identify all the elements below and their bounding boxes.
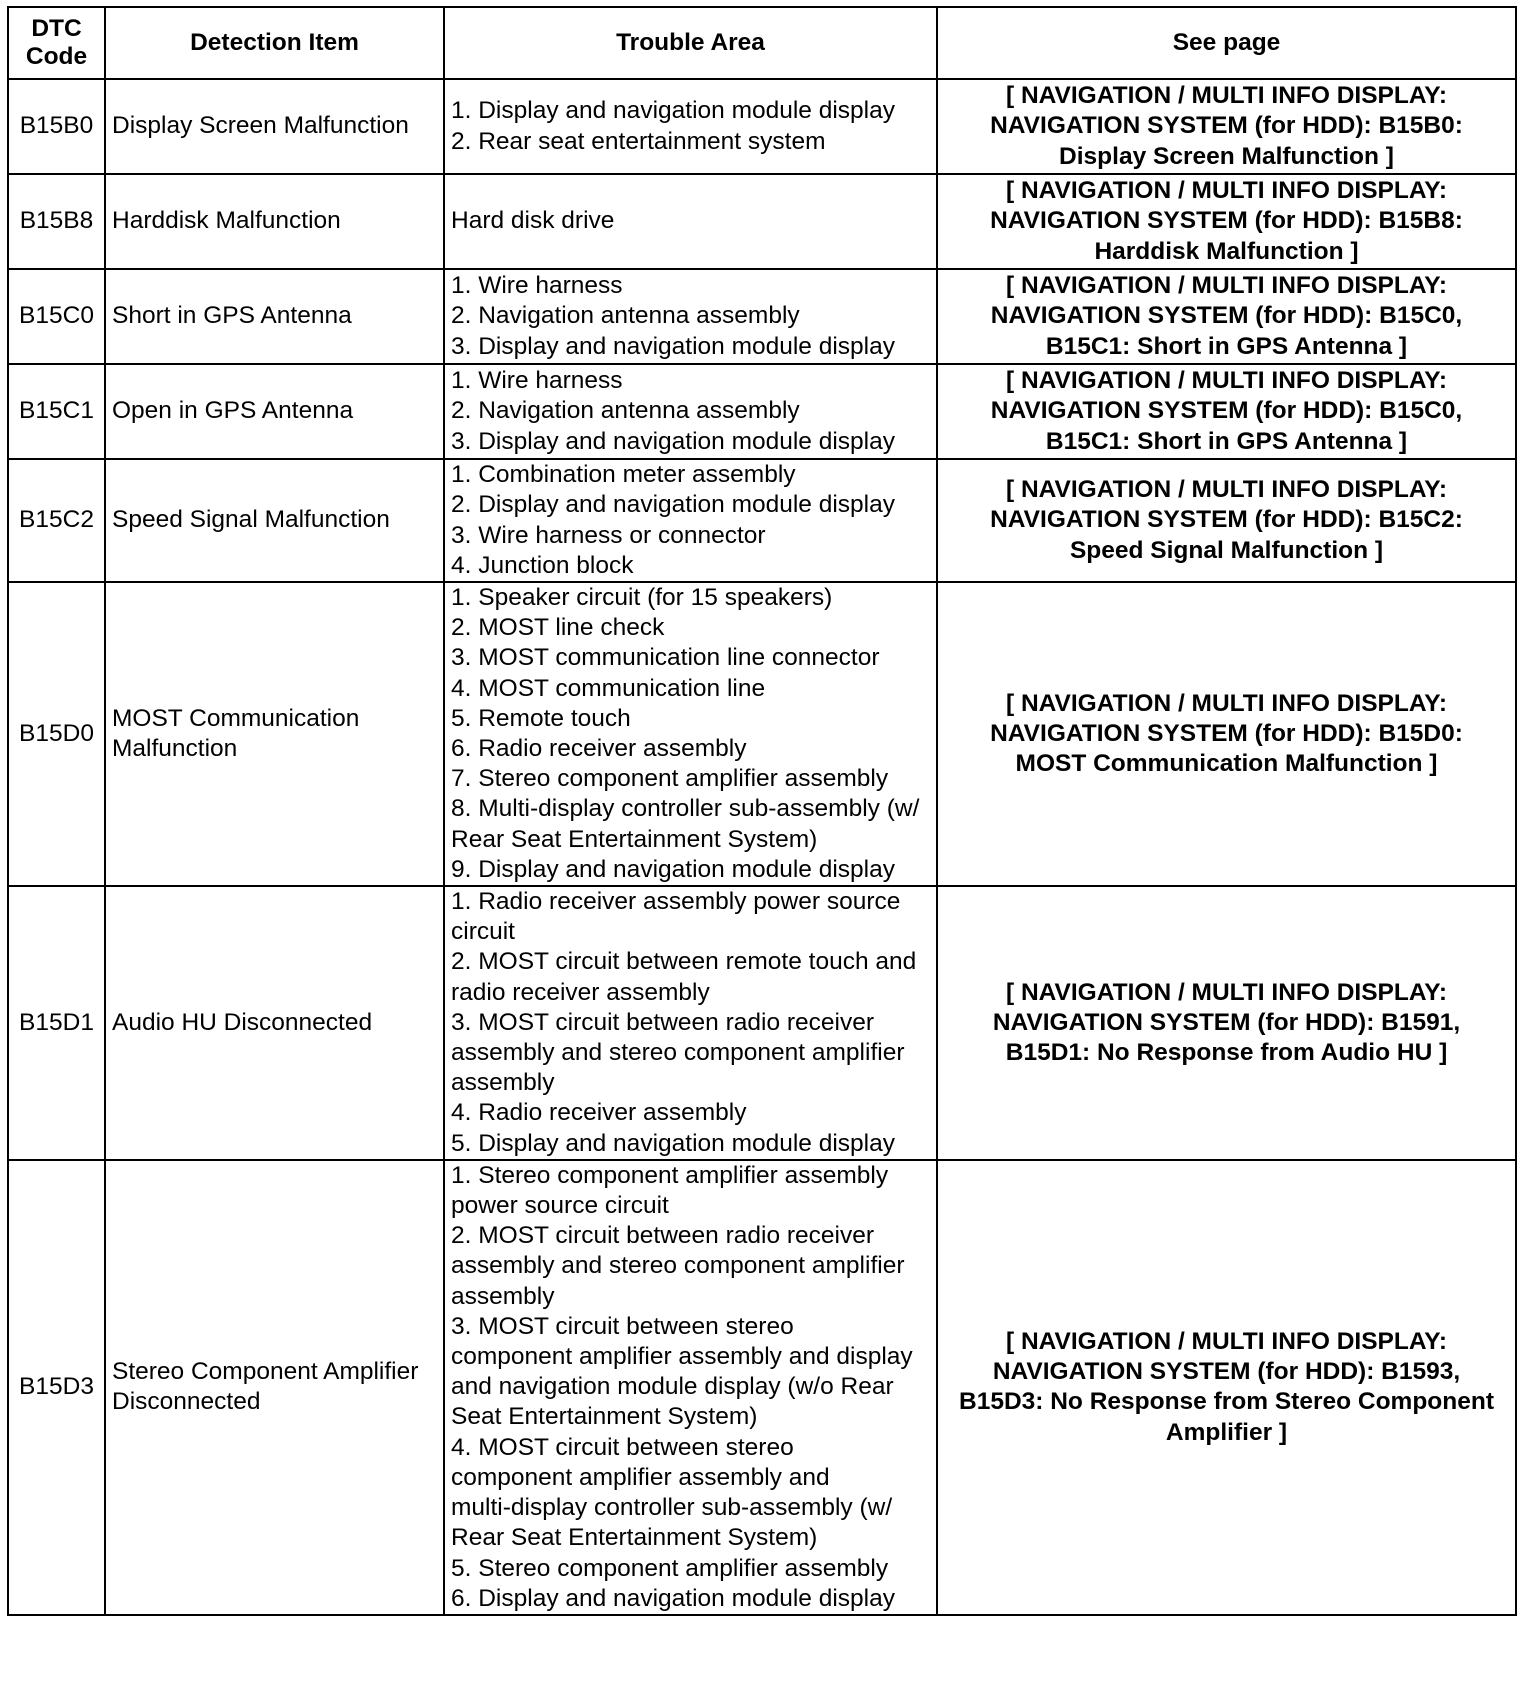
see-page-reference-line: NAVIGATION SYSTEM (for HDD): B1593, [992, 1358, 1461, 1386]
see-page-reference-line: NAVIGATION SYSTEM (for HDD): B15C0, [990, 397, 1463, 425]
detection-item-cell [105, 79, 444, 174]
trouble-area-line: 1. Combination meter assembly [451, 461, 796, 489]
trouble-area-cell [444, 364, 937, 459]
dtc-code-cell: B15C1 [8, 364, 105, 459]
trouble-area-line: 2. Navigation antenna assembly [451, 397, 800, 425]
see-page-reference-line: B15C1: Short in GPS Antenna ] [1045, 332, 1408, 360]
header-dtc-code-line: DTC [31, 15, 82, 42]
dtc-table [7, 6, 1517, 1616]
header-dtc-code [8, 7, 105, 79]
table-row [8, 1160, 1516, 1615]
trouble-area-cell [444, 459, 937, 582]
trouble-area-cell [444, 79, 937, 174]
trouble-area-line: Hard disk drive [451, 207, 615, 235]
trouble-area-line: 2. Rear seat entertainment system [451, 127, 826, 155]
trouble-area-line: 1. Speaker circuit (for 15 speakers) [451, 584, 833, 611]
detection-item-line: Audio HU Disconnected [112, 1008, 373, 1036]
see-page-reference-line: [ NAVIGATION / MULTI INFO DISPLAY: [1006, 1327, 1447, 1355]
trouble-area-line: 4. Radio receiver assembly [451, 1099, 747, 1127]
see-page-reference-line: NAVIGATION SYSTEM (for HDD): B15C2: [990, 506, 1463, 534]
see-page-reference-line: B15D1: No Response from Audio HU ] [1005, 1039, 1448, 1067]
see-page-reference-line: MOST Communication Malfunction ] [1015, 750, 1438, 778]
trouble-area-cell [444, 1160, 937, 1615]
see-page-reference-line: NAVIGATION SYSTEM (for HDD): B1591, [992, 1008, 1461, 1036]
trouble-area-line: 4. MOST communication line [451, 674, 766, 702]
see-page-reference-cell [937, 459, 1516, 582]
trouble-area-line: 6. Radio receiver assembly [451, 735, 747, 763]
see-page-reference-line: B15D3: No Response from Stereo Component [959, 1388, 1494, 1416]
trouble-area-cell [444, 886, 937, 1160]
trouble-area-line: 1. Display and navigation module display [451, 97, 895, 125]
header-trouble-area: Trouble Area [444, 7, 937, 79]
detection-item-line: Stereo Component Amplifier [112, 1358, 419, 1386]
trouble-area-cell [444, 174, 937, 269]
detection-item-cell [105, 459, 444, 582]
trouble-area-line: assembly [451, 1069, 555, 1097]
trouble-area-line: 2. MOST circuit between radio receiver [451, 1222, 875, 1250]
see-page-reference-line: Amplifier ] [1165, 1418, 1288, 1446]
trouble-area-line: 4. Junction block [451, 551, 634, 579]
detection-item-cell [105, 886, 444, 1160]
trouble-area-line: 3. MOST circuit between stereo [451, 1312, 794, 1340]
dtc-code-cell: B15C2 [8, 459, 105, 582]
detection-item-line: MOST Communication [112, 704, 360, 732]
see-page-reference-line: [ NAVIGATION / MULTI INFO DISPLAY: [1006, 689, 1447, 717]
trouble-area-line: assembly and stereo component amplifier [451, 1252, 905, 1280]
trouble-area-line: 5. Remote touch [451, 704, 631, 732]
trouble-area-line: component amplifier assembly and [451, 1463, 830, 1491]
trouble-area-line: 1. Wire harness [451, 272, 623, 300]
trouble-area-line: assembly [451, 1282, 555, 1310]
detection-item-line: Malfunction [112, 735, 238, 763]
table-row [8, 269, 1516, 364]
trouble-area-line: 5. Stereo component amplifier assembly [451, 1554, 889, 1582]
trouble-area-line: 2. MOST line check [451, 614, 665, 642]
trouble-area-line: 2. Display and navigation module display [451, 491, 895, 519]
see-page-reference-cell [937, 1160, 1516, 1615]
trouble-area-line: 3. Wire harness or connector [451, 521, 766, 549]
detection-item-line: Display Screen Malfunction [112, 112, 409, 140]
see-page-reference-line: Display Screen Malfunction ] [1059, 142, 1394, 170]
dtc-code-cell: B15C0 [8, 269, 105, 364]
trouble-area-line: 3. MOST circuit between radio receiver [451, 1008, 875, 1036]
trouble-area-line: 3. Display and navigation module display [451, 332, 895, 360]
see-page-reference-line: [ NAVIGATION / MULTI INFO DISPLAY: [1006, 367, 1447, 395]
trouble-area-line: circuit [451, 918, 515, 946]
trouble-area-line: 6. Display and navigation module display [451, 1584, 895, 1612]
see-page-reference-line: NAVIGATION SYSTEM (for HDD): B15C0, [990, 302, 1463, 330]
trouble-area-line: and navigation module display (w/o Rear [451, 1373, 894, 1401]
see-page-reference-line: [ NAVIGATION / MULTI INFO DISPLAY: [1006, 82, 1447, 110]
detection-item-cell [105, 582, 444, 886]
see-page-reference-line: B15C1: Short in GPS Antenna ] [1045, 427, 1408, 455]
header-see-page: See page [937, 7, 1516, 79]
header-row [8, 7, 1516, 79]
see-page-reference-line: [ NAVIGATION / MULTI INFO DISPLAY: [1006, 177, 1447, 205]
detection-item-line: Short in GPS Antenna [112, 302, 352, 330]
trouble-area-line: Seat Entertainment System) [451, 1403, 758, 1431]
trouble-area-line: 2. MOST circuit between remote touch and [451, 948, 917, 976]
trouble-area-line: Rear Seat Entertainment System) [451, 1524, 818, 1552]
header-detection-item: Detection Item [105, 7, 444, 79]
trouble-area-line: 1. Stereo component amplifier assembly [451, 1161, 889, 1189]
see-page-reference-line: [ NAVIGATION / MULTI INFO DISPLAY: [1006, 476, 1447, 504]
detection-item-cell [105, 269, 444, 364]
table-row [8, 886, 1516, 1160]
detection-item-line: Harddisk Malfunction [112, 207, 341, 235]
trouble-area-line: radio receiver assembly [451, 978, 710, 1006]
see-page-reference-line: [ NAVIGATION / MULTI INFO DISPLAY: [1006, 978, 1447, 1006]
see-page-reference-cell [937, 269, 1516, 364]
trouble-area-line: 3. Display and navigation module display [451, 427, 895, 455]
detection-item-cell [105, 1160, 444, 1615]
trouble-area-line: 1. Wire harness [451, 367, 623, 395]
see-page-reference-cell [937, 364, 1516, 459]
table-row [8, 582, 1516, 886]
detection-item-line: Speed Signal Malfunction [112, 506, 390, 534]
trouble-area-line: 9. Display and navigation module display [451, 855, 895, 883]
trouble-area-cell [444, 269, 937, 364]
see-page-reference-cell [937, 582, 1516, 886]
see-page-reference-line: NAVIGATION SYSTEM (for HDD): B15D0: [990, 719, 1463, 747]
dtc-code-cell: B15D0 [8, 582, 105, 886]
see-page-reference-line: Harddisk Malfunction ] [1094, 237, 1359, 265]
detection-item-cell [105, 364, 444, 459]
see-page-reference-cell [937, 174, 1516, 269]
header-dtc-code-line: Code [25, 43, 88, 70]
table-row [8, 459, 1516, 582]
detection-item-cell [105, 174, 444, 269]
table-body [8, 79, 1516, 1615]
dtc-code-cell: B15D1 [8, 886, 105, 1160]
trouble-area-line: assembly and stereo component amplifier [451, 1039, 905, 1067]
trouble-area-line: component amplifier assembly and display [451, 1343, 913, 1371]
detection-item-line: Open in GPS Antenna [112, 397, 354, 425]
trouble-area-line: 8. Multi-display controller sub-assembly (w/ [451, 795, 920, 823]
see-page-reference-cell [937, 886, 1516, 1160]
table-row [8, 174, 1516, 269]
dtc-code-cell: B15B8 [8, 174, 105, 269]
table-row [8, 364, 1516, 459]
table-row [8, 79, 1516, 174]
trouble-area-cell [444, 582, 937, 886]
trouble-area-line: 2. Navigation antenna assembly [451, 302, 800, 330]
see-page-reference-cell [937, 79, 1516, 174]
trouble-area-line: 4. MOST circuit between stereo [451, 1433, 794, 1461]
trouble-area-line: 1. Radio receiver assembly power source [451, 888, 901, 916]
dtc-code-cell: B15D3 [8, 1160, 105, 1615]
see-page-reference-line: [ NAVIGATION / MULTI INFO DISPLAY: [1006, 272, 1447, 300]
dtc-code-cell: B15B0 [8, 79, 105, 174]
trouble-area-line: 5. Display and navigation module display [451, 1129, 895, 1157]
trouble-area-line: power source circuit [451, 1192, 669, 1220]
trouble-area-line: multi-display controller sub-assembly (w/ [451, 1494, 893, 1522]
detection-item-line: Disconnected [112, 1388, 261, 1416]
see-page-reference-line: NAVIGATION SYSTEM (for HDD): B15B8: [990, 207, 1463, 235]
trouble-area-line: Rear Seat Entertainment System) [451, 825, 818, 853]
trouble-area-line: 3. MOST communication line connector [451, 644, 880, 672]
see-page-reference-line: Speed Signal Malfunction ] [1069, 536, 1384, 564]
see-page-reference-line: NAVIGATION SYSTEM (for HDD): B15B0: [990, 112, 1463, 140]
trouble-area-line: 7. Stereo component amplifier assembly [451, 765, 889, 793]
